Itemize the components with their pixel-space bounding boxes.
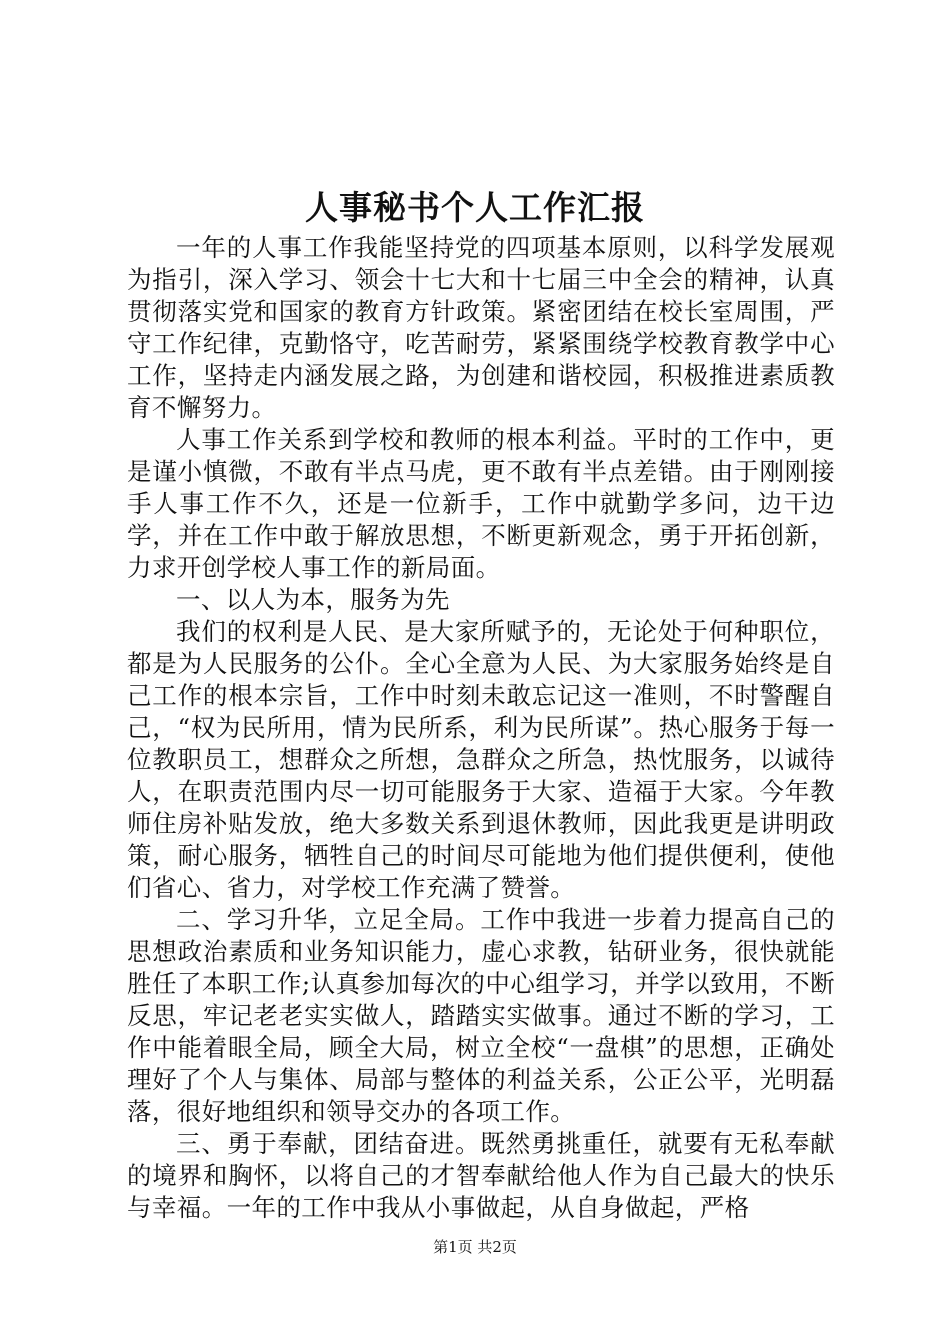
- paragraph-study: 二、学习升华，立足全局。工作中我进一步着力提高自己的思想政治素质和业务知识能力，虚心求教，钻研业务，很快就能胜任了本职工作;认真参加每次的中心组学习，并学以致用，不断反思，牢记老老实实做人，踏踏实实做事。通过不断的学习，工作中能着眼全局，顾全大局，树立全校“一盘棋”的思想，正确处理好了个人与集体、局部与整体的利益关系，公正公平，光明磊落，很好地组织和领导交办的各项工作。: [127, 905, 835, 1126]
- paragraph-intro: 一年的人事工作我能坚持党的四项基本原则，以科学发展观为指引，深入学习、领会十七大和十七届三中全会的精神，认真贯彻落实党和国家的教育方针政策。紧密团结在校长室周围，严守工作纪律，克勤恪守，吃苦耐劳，紧紧围绕学校教育教学中心工作，坚持走内涵发展之路，为创建和谐校园，积极推进素质教育不懈努力。: [127, 233, 835, 422]
- paragraph-service: 我们的权利是人民、是大家所赋予的，无论处于何种职位，都是为人民服务的公仆。全心全意为人民、为大家服务始终是自己工作的根本宗旨，工作中时刻未敢忘记这一准则，不时警醒自己，“权为民所用，情为民所系，利为民所谋”。热心服务于每一位教职员工，想群众之所想，急群众之所急，热忱服务，以诚待人，在职责范围内尽一切可能服务于大家、造福于大家。今年教师住房补贴发放，绝大多数关系到退休教师，因此我更是讲明政策，耐心服务，牺牲自己的时间尽可能地为他们提供便利，使他们省心、省力，对学校工作充满了赞誉。: [127, 617, 835, 902]
- page-footer: 第1页 共2页: [433, 1238, 517, 1256]
- paragraph-personnel-work: 人事工作关系到学校和教师的根本利益。平时的工作中，更是谨小慎微，不敢有半点马虎，更不敢有半点差错。由于刚刚接手人事工作不久，还是一位新手，工作中就勤学多问，边干边学，并在工作中敢于解放思想，不断更新观念，勇于开拓创新，力求开创学校人事工作的新局面。: [127, 425, 835, 582]
- document-body: [127, 232, 835, 1224]
- section-heading-1: 一、以人为本，服务为先: [176, 585, 450, 614]
- paragraph-dedication: 三、勇于奉献，团结奋进。既然勇挑重任，就要有无私奉献的境界和胸怀，以将自己的才智奉献给他人作为自己最大的快乐与幸福。一年的工作中我从小事做起，从自身做起，严格: [127, 1129, 835, 1222]
- document-title: 人事秘书个人工作汇报: [305, 188, 645, 227]
